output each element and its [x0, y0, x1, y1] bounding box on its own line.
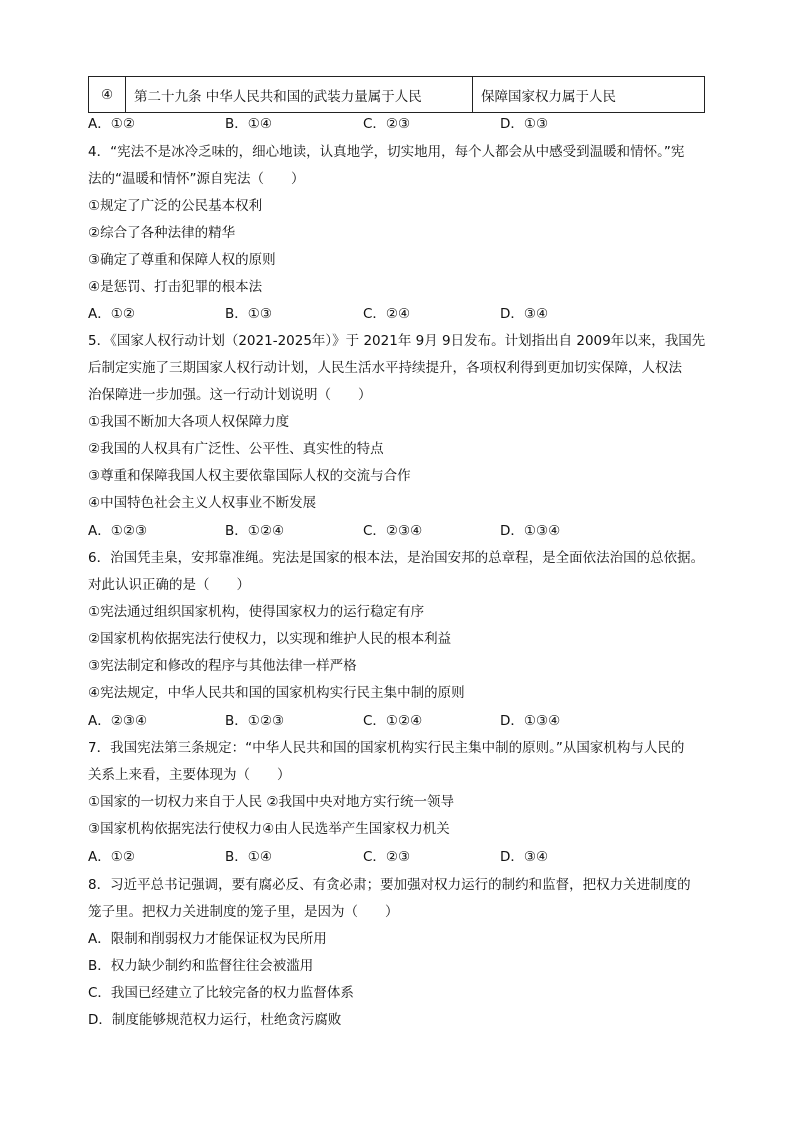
- q6-options: [88, 712, 708, 730]
- row-number: ④: [89, 77, 126, 113]
- q8-stem-line1: 8．习近平总书记强调，要有腐必反、有贪必肃；要加强对权力运行的制约和监督，把权力关进制度的: [88, 877, 691, 893]
- q7-stem-line1: 7．我国宪法第三条规定：“中华人民共和国的国家机构实行民主集中制的原则。”从国家机构与人民的: [88, 740, 685, 756]
- option-a[interactable]: A．①②: [88, 849, 135, 865]
- q6-item-1: ①宪法通过组织国家机构，使得国家权力的运行稳定有序: [88, 604, 425, 620]
- q8-option-d[interactable]: D．制度能够规范权力运行，杜绝贪污腐败: [88, 1012, 342, 1028]
- q7-stem-line2: 关系上来看，主要体现为（ ）: [88, 767, 291, 783]
- table-row: [89, 77, 705, 113]
- option-d[interactable]: D．①③④: [500, 523, 561, 539]
- q6-item-3: ③宪法制定和修改的程序与其他法律一样严格: [88, 658, 357, 674]
- q4-item-1: ①规定了广泛的公民基本权利: [88, 198, 263, 214]
- q8-option-a[interactable]: A．限制和削弱权力才能保证权为民所用: [88, 931, 327, 947]
- q5-item-4: ④中国特色社会主义人权事业不断发展: [88, 495, 317, 511]
- option-d[interactable]: D．①③: [500, 116, 549, 132]
- option-b[interactable]: B．①④: [225, 116, 272, 132]
- option-b[interactable]: B．①②③: [225, 713, 285, 729]
- q5-item-1: ①我国不断加大各项人权保障力度: [88, 414, 290, 430]
- q5-stem-line1: 5．《国家人权行动计划（2021-2025年）》于 2021年 9月 9日发布。计划指出自 2009年以来，我国先: [88, 333, 706, 349]
- option-a[interactable]: A．①②: [88, 116, 135, 132]
- q8-stem-line2: 笼子里。把权力关进制度的笼子里，是因为（ ）: [88, 904, 399, 920]
- option-a[interactable]: A．①②③: [88, 523, 148, 539]
- option-c[interactable]: C．②③④: [363, 523, 423, 539]
- option-c[interactable]: C．①②④: [363, 713, 423, 729]
- option-c[interactable]: C．②④: [363, 306, 411, 322]
- article-table: [88, 76, 705, 113]
- q7-options: [88, 848, 708, 866]
- meaning-cell: 保障国家权力属于人民: [473, 77, 705, 113]
- q6-item-4: ④宪法规定，中华人民共和国的国家机构实行民主集中制的原则: [88, 685, 465, 701]
- option-b[interactable]: B．①②④: [225, 523, 285, 539]
- option-d[interactable]: D．③④: [500, 306, 549, 322]
- q5-item-3: ③尊重和保障我国人权主要依靠国际人权的交流与合作: [88, 468, 411, 484]
- q4-item-3: ③确定了尊重和保障人权的原则: [88, 252, 276, 268]
- q6-stem-line1: 6．治国凭圭臬，安邦靠准绳。宪法是国家的根本法，是治国安邦的总章程，是全面依法治国的总依据。: [88, 550, 705, 566]
- q4-stem-line1: 4．“宪法不是冰冷乏味的，细心地读，认真地学，切实地用，每个人都会从中感受到温暖和情怀。”宪: [88, 144, 685, 160]
- q4-options: [88, 305, 708, 323]
- option-c[interactable]: C．②③: [363, 849, 411, 865]
- q5-stem-line3: 治保障进一步加强。这一行动计划说明（ ）: [88, 387, 372, 403]
- option-d[interactable]: D．①③④: [500, 713, 561, 729]
- option-b[interactable]: B．①④: [225, 849, 272, 865]
- option-b[interactable]: B．①③: [225, 306, 272, 322]
- q6-item-2: ②国家机构依据宪法行使权力，以实现和维护人民的根本利益: [88, 631, 452, 647]
- q5-stem-line2: 后制定实施了三期国家人权行动计划，人民生活水平持续提升，各项权利得到更加切实保障，人权法: [88, 360, 682, 376]
- q3-options: [88, 115, 708, 133]
- q4-item-2: ②综合了各种法律的精华: [88, 225, 236, 241]
- option-a[interactable]: A．②③④: [88, 713, 148, 729]
- article-cell: 第二十九条 中华人民共和国的武装力量属于人民: [126, 77, 473, 113]
- q4-stem-line2: 法的“温暖和情怀”源自宪法（ ）: [88, 171, 305, 187]
- option-c[interactable]: C．②③: [363, 116, 411, 132]
- q6-stem-line2: 对此认识正确的是（ ）: [88, 577, 250, 593]
- q8-option-b[interactable]: B．权力缺少制约和监督往往会被滥用: [88, 958, 314, 974]
- q7-items-line2: ③国家机构依据宪法行使权力④由人民选举产生国家权力机关: [88, 821, 450, 837]
- q4-item-4: ④是惩罚、打击犯罪的根本法: [88, 279, 263, 295]
- option-d[interactable]: D．③④: [500, 849, 549, 865]
- q7-items-line1: ①国家的一切权力来自于人民 ②我国中央对地方实行统一领导: [88, 794, 454, 810]
- q5-options: [88, 522, 708, 540]
- q8-option-c[interactable]: C．我国已经建立了比较完备的权力监督体系: [88, 985, 354, 1001]
- q5-item-2: ②我国的人权具有广泛性、公平性、真实性的特点: [88, 441, 384, 457]
- option-a[interactable]: A．①②: [88, 306, 135, 322]
